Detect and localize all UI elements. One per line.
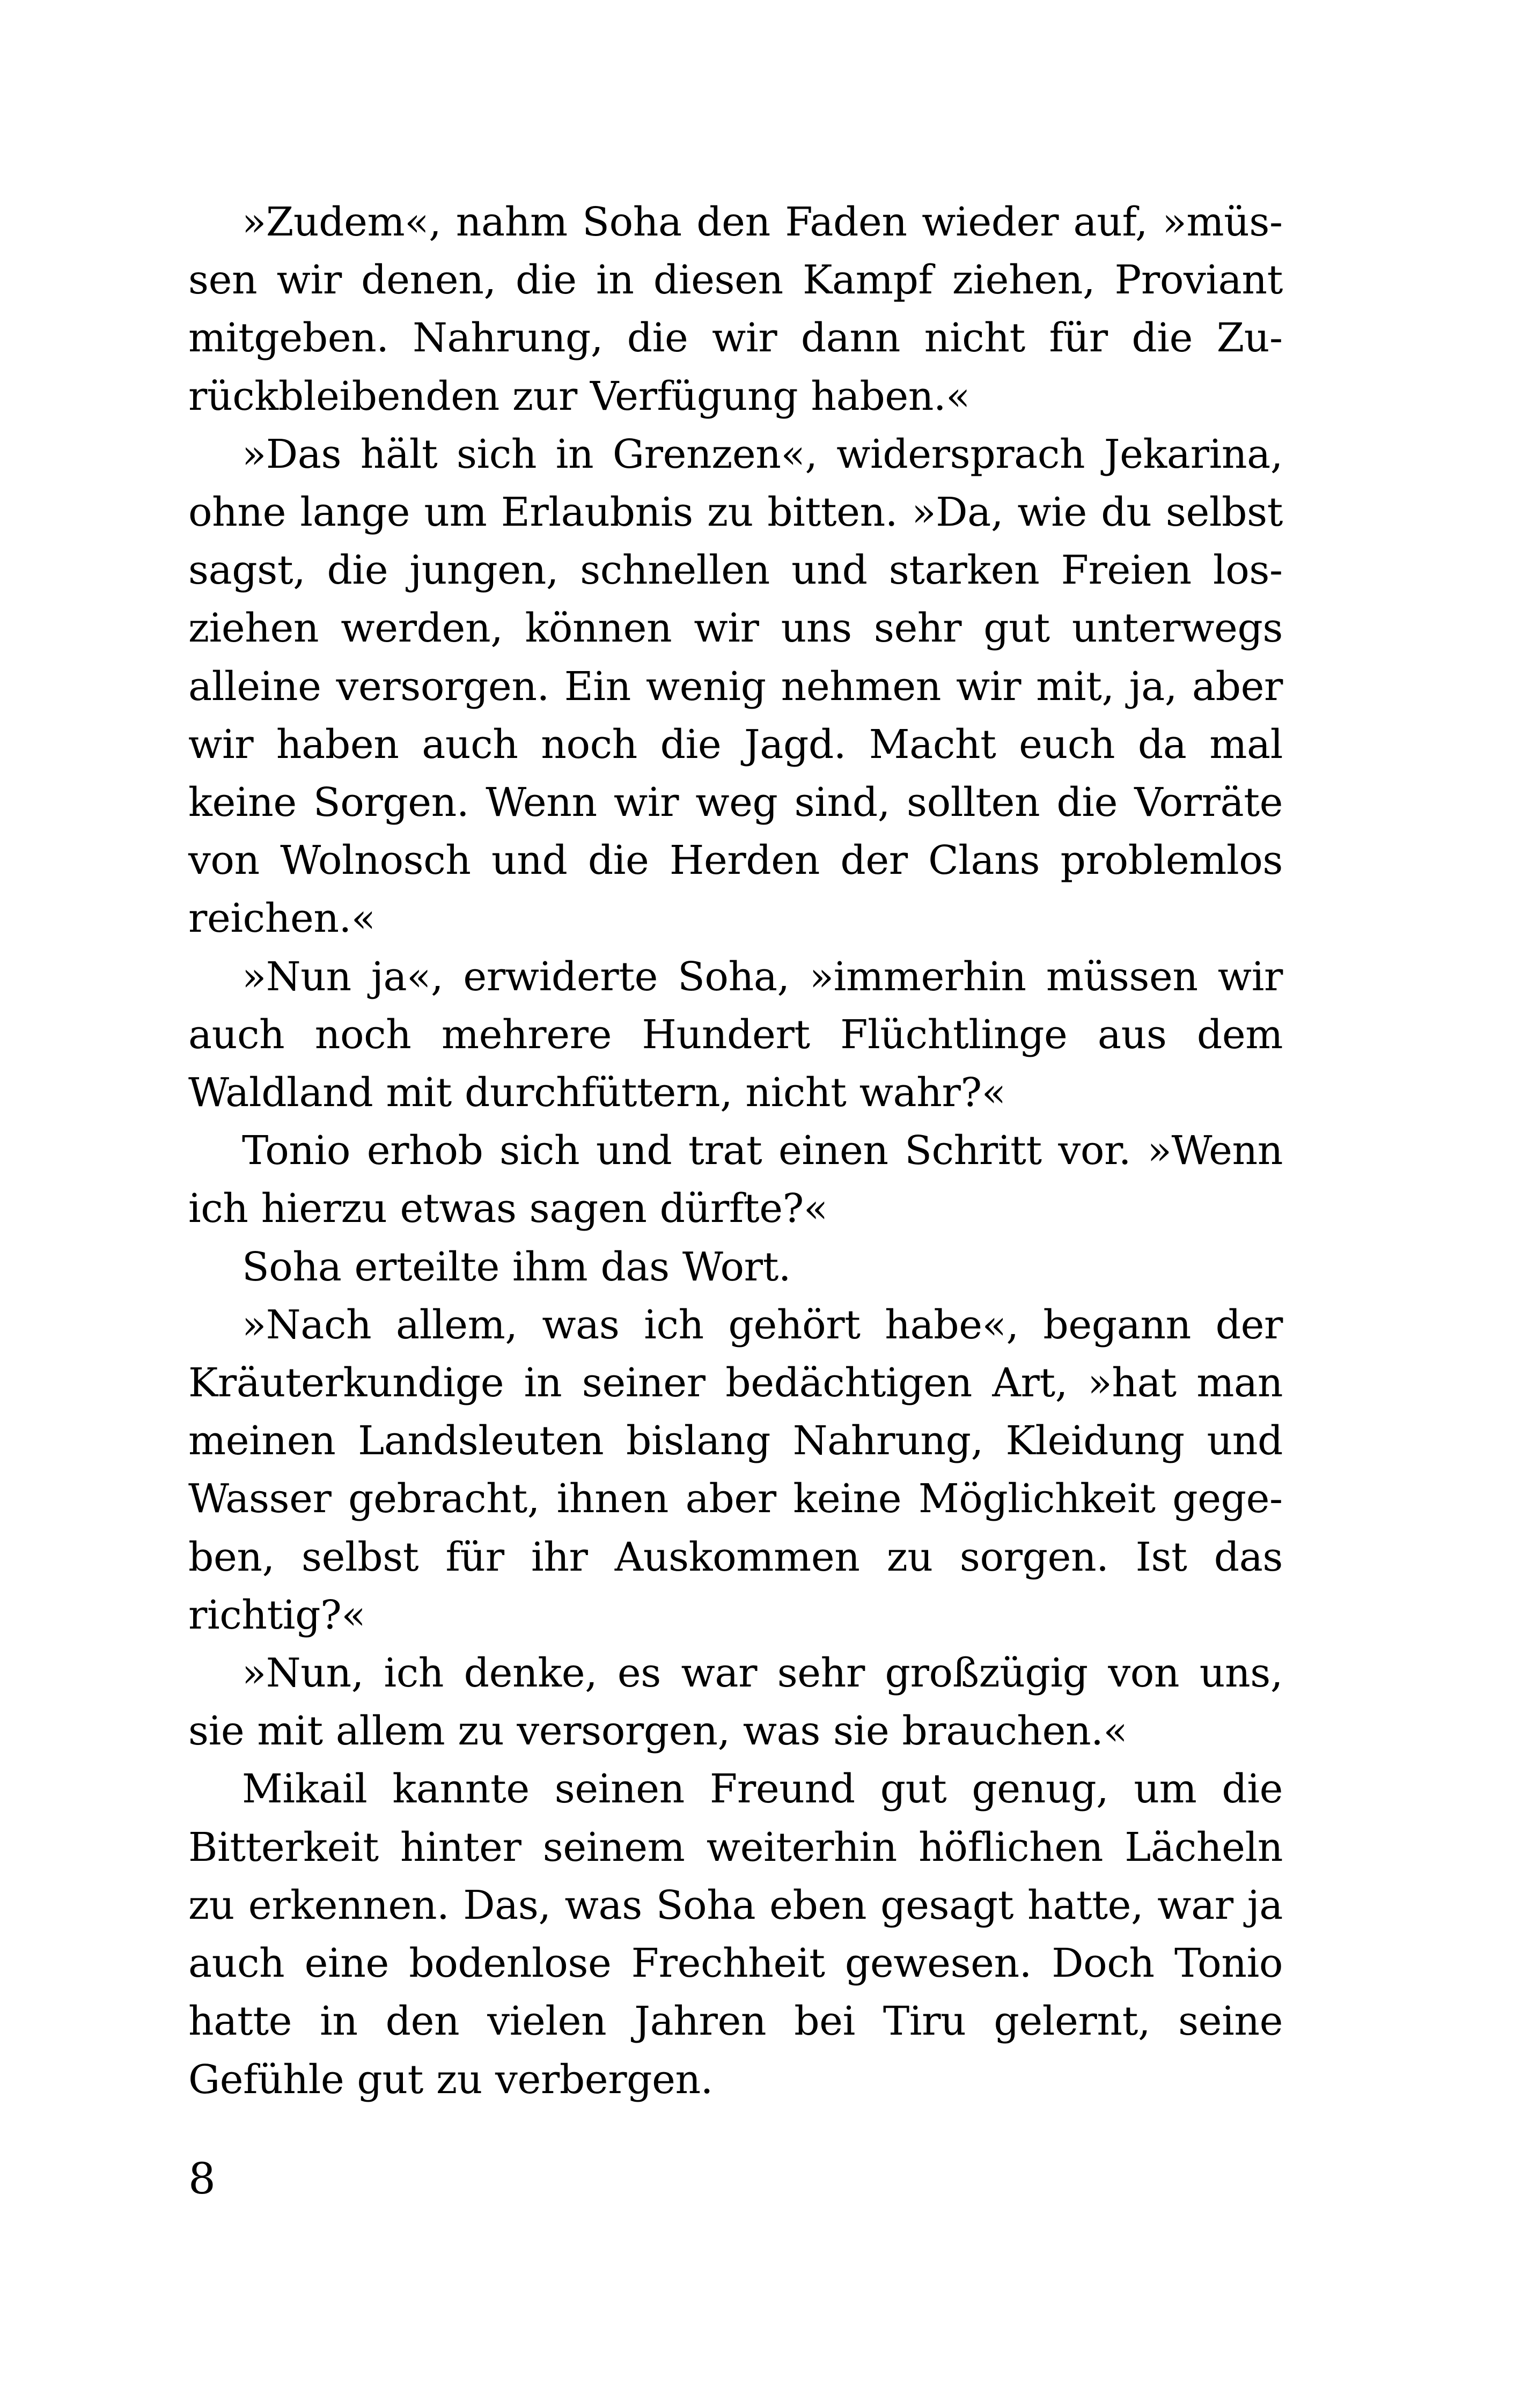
paragraph-3: »Nun ja«, erwiderte Soha, »immerhin müssen wir auch noch mehrere Hundert Flüchtlinge aus dem Waldland mit durchfüttern, nicht wahr?« [188,953,1283,1116]
paragraph-2: »Das hält sich in Grenzen«, widersprach Jekarina, ohne lange um Erlaubnis zu bitten. »Da, wie du selbst sagst, die jungen, schnellen und starken Freien losziehen werden, können wir uns sehr gut unterwegs alleine versorgen. Ein wenig nehmen wir mit, ja, aber wir haben auch noch die Jagd. Macht euch da mal keine Sorgen. Wenn wir weg sind, sollten die Vorräte von Wolnosch und die Herden der Clans problemlos reichen.« [188,431,1283,942]
page-body-text [188,193,1283,2109]
paragraph-7: »Nun, ich denke, es war sehr großzügig von uns, sie mit allem zu versorgen, was sie brauchen.« [188,1650,1283,1755]
paragraph-5: Soha erteilte ihm das Wort. [242,1243,791,1290]
paragraph-6: »Nach allem, was ich gehört habe«, begann der Kräuterkundige in seiner bedächtigen Art, »hat man meinen Landsleuten bislang Nahrung, Kleidung und Wasser gebracht, ihnen aber keine Möglichkeit gegeben, selbst für ihr Auskommen zu sorgen. Ist das richtig?« [188,1301,1283,1638]
page-number: 8 [188,2154,216,2204]
paragraph-4: Tonio erhob sich und trat einen Schritt vor. »Wenn ich hierzu etwas sagen dürfte?« [188,1128,1283,1232]
paragraph-1: »Zudem«, nahm Soha den Faden wieder auf, »müssen wir denen, die in diesen Kampf ziehen, Proviant mitgeben. Nahrung, die wir dann nicht für die Zurückbleibenden zur Verfügung haben.« [188,199,1283,419]
paragraph-8: Mikail kannte seinen Freund gut genug, um die Bitterkeit hinter seinem weiterhin höflichen Lächeln zu erkennen. Das, was Soha eben gesagt hatte, war ja auch eine bodenlose Frechheit gewesen. Doch Tonio hatte in den vielen Jahren bei Tiru gelernt, seine Gefühle gut zu verbergen. [188,1766,1283,2103]
